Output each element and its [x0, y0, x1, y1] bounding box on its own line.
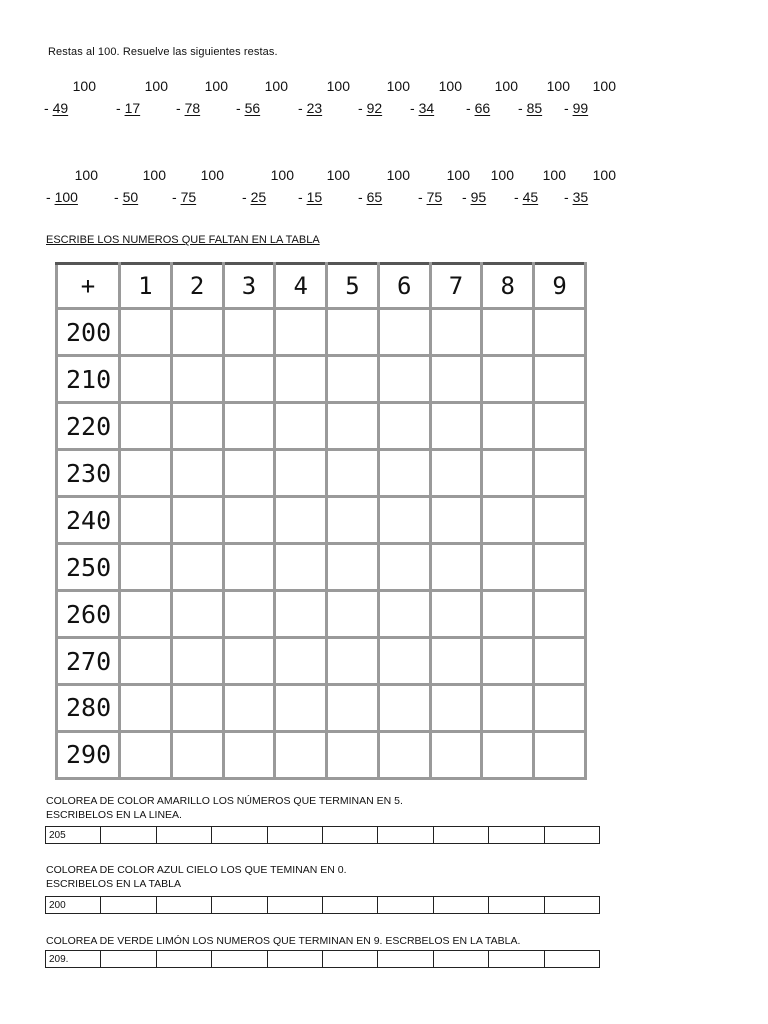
- task2-answer-row[interactable]: [45, 896, 600, 914]
- minuend: 100: [386, 167, 410, 183]
- subtrahend: 65: [366, 189, 383, 205]
- minus-sign: -: [466, 100, 471, 116]
- minus-sign: -: [114, 189, 119, 205]
- subtrahend: 45: [522, 189, 539, 205]
- minus-sign: -: [172, 189, 177, 205]
- minus-sign: -: [358, 100, 363, 116]
- grid-row-header: 250: [57, 544, 120, 591]
- grid-answer-cell[interactable]: [327, 497, 379, 544]
- grid-answer-cell[interactable]: [430, 591, 482, 638]
- grid-row: [57, 497, 586, 544]
- subtrahend-line[interactable]: [298, 100, 322, 116]
- task3-line1: COLOREA DE VERDE LIMÓN LOS NUMEROS QUE TERMINAN EN 9. ESCRBELOS EN LA TABLA.: [46, 935, 521, 947]
- minuend: 100: [546, 78, 570, 94]
- minuend: 100: [490, 167, 514, 183]
- grid-answer-cell[interactable]: [223, 403, 275, 450]
- subtraction-problem: [298, 167, 358, 211]
- subtrahend-line[interactable]: [114, 189, 138, 205]
- minuend: 100: [592, 167, 616, 183]
- subtrahend: 35: [572, 189, 589, 205]
- grid-answer-cell[interactable]: [171, 638, 223, 685]
- grid-answer-cell[interactable]: [430, 731, 482, 778]
- subtrahend: 100: [54, 189, 78, 205]
- subtraction-problem: [564, 167, 624, 211]
- table-heading: ESCRIBE LOS NUMEROS QUE FALTAN EN LA TABLA: [46, 234, 320, 246]
- grid-answer-cell[interactable]: [171, 356, 223, 403]
- grid-answer-cell[interactable]: [275, 356, 327, 403]
- minuend: 100: [144, 78, 168, 94]
- grid-answer-cell[interactable]: [223, 450, 275, 497]
- answer-cell[interactable]: [433, 827, 488, 844]
- grid-row-header: 290: [57, 731, 120, 778]
- grid-answer-cell[interactable]: [120, 731, 172, 778]
- subtrahend-line[interactable]: [514, 189, 538, 205]
- subtrahend: 75: [426, 189, 443, 205]
- grid-answer-cell[interactable]: [378, 731, 430, 778]
- grid-answer-cell[interactable]: [482, 591, 534, 638]
- minuend: 100: [326, 78, 350, 94]
- answer-cell[interactable]: [267, 827, 322, 844]
- grid-answer-cell[interactable]: [327, 684, 379, 731]
- grid-column-header: 8: [482, 264, 534, 309]
- answer-cell[interactable]: [212, 951, 267, 968]
- grid-answer-cell[interactable]: [275, 684, 327, 731]
- grid-answer-cell[interactable]: [482, 450, 534, 497]
- grid-answer-cell[interactable]: [275, 497, 327, 544]
- grid-answer-cell[interactable]: [482, 403, 534, 450]
- grid-row-header: 210: [57, 356, 120, 403]
- grid-row-header: 260: [57, 591, 120, 638]
- subtrahend: 25: [250, 189, 267, 205]
- grid-answer-cell[interactable]: [534, 731, 586, 778]
- subtrahend: 78: [184, 100, 201, 116]
- grid-header-row: [57, 264, 586, 309]
- answer-cell[interactable]: [378, 951, 433, 968]
- subtrahend-line[interactable]: [518, 100, 542, 116]
- grid-answer-cell[interactable]: [120, 356, 172, 403]
- grid-answer-cell[interactable]: [534, 356, 586, 403]
- answer-cell[interactable]: [433, 897, 488, 914]
- grid-answer-cell[interactable]: [534, 591, 586, 638]
- grid-answer-cell[interactable]: [120, 544, 172, 591]
- grid-column-header: 4: [275, 264, 327, 309]
- grid-row: [57, 684, 586, 731]
- subtraction-problem: [462, 167, 522, 211]
- minus-sign: -: [236, 100, 241, 116]
- minuend: 100: [592, 78, 616, 94]
- minuend: 100: [438, 78, 462, 94]
- subtraction-problem: [298, 78, 358, 122]
- minuend: 100: [74, 167, 98, 183]
- grid-answer-cell[interactable]: [120, 497, 172, 544]
- subtraction-problem: [44, 78, 104, 122]
- minus-sign: -: [176, 100, 181, 116]
- task2-line2: ESCRIBELOS EN LA TABLA: [46, 878, 182, 890]
- answer-cell[interactable]: [212, 827, 267, 844]
- grid-answer-cell[interactable]: [378, 497, 430, 544]
- subtrahend: 50: [122, 189, 139, 205]
- grid-answer-cell[interactable]: [327, 309, 379, 356]
- grid-answer-cell[interactable]: [120, 591, 172, 638]
- grid-answer-cell[interactable]: [430, 309, 482, 356]
- task1-line2: ESCRIBELOS EN LA LINEA.: [46, 809, 182, 821]
- grid-answer-cell[interactable]: [171, 497, 223, 544]
- subtrahend: 34: [418, 100, 435, 116]
- grid-answer-cell[interactable]: [223, 591, 275, 638]
- answer-cell[interactable]: [156, 897, 211, 914]
- task2-instructions: [46, 863, 347, 891]
- grid-row-header: 280: [57, 684, 120, 731]
- subtraction-problem: [410, 78, 470, 122]
- subtrahend: 75: [180, 189, 197, 205]
- grid-row: [57, 591, 586, 638]
- grid-answer-cell[interactable]: [430, 544, 482, 591]
- grid-column-header: 7: [430, 264, 482, 309]
- subtrahend-line[interactable]: [172, 189, 196, 205]
- subtrahend: 56: [244, 100, 261, 116]
- grid-answer-cell[interactable]: [327, 450, 379, 497]
- grid-answer-cell[interactable]: [120, 403, 172, 450]
- grid-answer-cell[interactable]: [171, 403, 223, 450]
- grid-answer-cell[interactable]: [275, 731, 327, 778]
- minuend: 100: [446, 167, 470, 183]
- grid-answer-cell[interactable]: [534, 638, 586, 685]
- grid-answer-cell[interactable]: [223, 544, 275, 591]
- subtrahend-line[interactable]: [466, 100, 490, 116]
- grid-answer-cell[interactable]: [327, 544, 379, 591]
- grid-row-header: 270: [57, 638, 120, 685]
- answer-cell[interactable]: [322, 897, 377, 914]
- grid-answer-cell[interactable]: [275, 450, 327, 497]
- grid-answer-cell[interactable]: [223, 638, 275, 685]
- answer-cell[interactable]: [378, 827, 433, 844]
- task1-answer-row[interactable]: [45, 826, 600, 844]
- worksheet-title: Restas al 100. Resuelve las siguientes restas.: [48, 46, 278, 58]
- subtrahend-line[interactable]: [298, 189, 322, 205]
- grid-column-header: 9: [534, 264, 586, 309]
- subtrahend-line[interactable]: [242, 189, 266, 205]
- grid-answer-cell[interactable]: [223, 684, 275, 731]
- grid-answer-cell[interactable]: [171, 544, 223, 591]
- minus-sign: -: [298, 189, 303, 205]
- minuend: 100: [200, 167, 224, 183]
- subtrahend-line[interactable]: [236, 100, 260, 116]
- minuend: 100: [264, 78, 288, 94]
- minuend: 100: [542, 167, 566, 183]
- grid-answer-cell[interactable]: [482, 544, 534, 591]
- grid-answer-cell[interactable]: [534, 497, 586, 544]
- grid-answer-cell[interactable]: [482, 731, 534, 778]
- task3-answer-row[interactable]: [45, 950, 600, 968]
- answer-cell[interactable]: [322, 951, 377, 968]
- subtrahend-line[interactable]: [410, 100, 434, 116]
- minuend: 100: [494, 78, 518, 94]
- answer-cell[interactable]: [433, 951, 488, 968]
- minus-sign: -: [298, 100, 303, 116]
- minuend: 100: [204, 78, 228, 94]
- grid-answer-cell[interactable]: [171, 591, 223, 638]
- task1-instructions: [46, 794, 403, 822]
- grid-row-header: 230: [57, 450, 120, 497]
- answer-cell[interactable]: [544, 951, 599, 968]
- subtraction-problem: [242, 167, 302, 211]
- grid-answer-cell[interactable]: [275, 309, 327, 356]
- task3-instructions: [46, 934, 520, 948]
- minus-sign: -: [518, 100, 523, 116]
- task1-answer-cell-first[interactable]: 205: [46, 827, 101, 844]
- grid-answer-cell[interactable]: [120, 684, 172, 731]
- subtraction-problem: [176, 78, 236, 122]
- grid-answer-cell[interactable]: [430, 638, 482, 685]
- grid-row-header: 240: [57, 497, 120, 544]
- grid-answer-cell[interactable]: [482, 638, 534, 685]
- grid-answer-cell[interactable]: [171, 684, 223, 731]
- grid-answer-cell[interactable]: [327, 591, 379, 638]
- grid-answer-cell[interactable]: [275, 638, 327, 685]
- grid-answer-cell[interactable]: [327, 731, 379, 778]
- grid-answer-cell[interactable]: [378, 356, 430, 403]
- grid-answer-cell[interactable]: [378, 684, 430, 731]
- answer-cell[interactable]: [101, 897, 156, 914]
- grid-answer-cell[interactable]: [534, 544, 586, 591]
- grid-answer-cell[interactable]: [430, 684, 482, 731]
- minus-sign: -: [44, 100, 49, 116]
- grid-answer-cell[interactable]: [378, 544, 430, 591]
- answer-cell[interactable]: [544, 827, 599, 844]
- grid-answer-cell[interactable]: [378, 309, 430, 356]
- grid-column-header: 5: [327, 264, 379, 309]
- subtraction-problem: [466, 78, 526, 122]
- subtrahend-line[interactable]: [116, 100, 140, 116]
- grid-corner-plus: +: [57, 264, 120, 309]
- subtrahend-line[interactable]: [176, 100, 200, 116]
- answer-cell[interactable]: [212, 897, 267, 914]
- task1-line1: COLOREA DE COLOR AMARILLO LOS NÚMEROS QUE TERMINAN EN 5.: [46, 795, 403, 807]
- subtrahend-line[interactable]: [358, 189, 382, 205]
- subtraction-problem: [358, 167, 418, 211]
- answer-cell[interactable]: [544, 897, 599, 914]
- subtraction-problem: [116, 78, 176, 122]
- grid-answer-cell[interactable]: [275, 591, 327, 638]
- subtrahend-line[interactable]: [564, 189, 588, 205]
- minus-sign: -: [564, 100, 569, 116]
- answer-cell[interactable]: [267, 951, 322, 968]
- grid-answer-cell[interactable]: [327, 403, 379, 450]
- answer-cell[interactable]: [378, 897, 433, 914]
- subtrahend: 95: [470, 189, 487, 205]
- grid-answer-cell[interactable]: [378, 591, 430, 638]
- minus-sign: -: [242, 189, 247, 205]
- subtrahend-line[interactable]: [46, 189, 78, 205]
- grid-row: [57, 638, 586, 685]
- subtraction-problem: [46, 167, 106, 211]
- grid-answer-cell[interactable]: [327, 356, 379, 403]
- grid-answer-cell[interactable]: [171, 450, 223, 497]
- answer-cell[interactable]: [101, 827, 156, 844]
- answer-cell[interactable]: [322, 827, 377, 844]
- grid-answer-cell[interactable]: [430, 356, 482, 403]
- grid-row: [57, 450, 586, 497]
- subtrahend: 99: [572, 100, 589, 116]
- subtraction-problem: [114, 167, 174, 211]
- grid-answer-cell[interactable]: [120, 309, 172, 356]
- minus-sign: -: [410, 100, 415, 116]
- grid-row-header: 220: [57, 403, 120, 450]
- subtrahend-line[interactable]: [44, 100, 68, 116]
- subtraction-problem: [236, 78, 296, 122]
- grid-column-header: 2: [171, 264, 223, 309]
- grid-answer-cell[interactable]: [534, 684, 586, 731]
- grid-answer-cell[interactable]: [223, 497, 275, 544]
- grid-row: [57, 356, 586, 403]
- grid-answer-cell[interactable]: [171, 731, 223, 778]
- grid-answer-cell[interactable]: [482, 309, 534, 356]
- minus-sign: -: [358, 189, 363, 205]
- grid-answer-cell[interactable]: [223, 309, 275, 356]
- subtrahend: 92: [366, 100, 383, 116]
- grid-answer-cell[interactable]: [482, 684, 534, 731]
- grid-answer-cell[interactable]: [171, 309, 223, 356]
- task2-line1: COLOREA DE COLOR AZUL CIELO LOS QUE TEMINAN EN 0.: [46, 864, 347, 876]
- grid-answer-cell[interactable]: [120, 638, 172, 685]
- subtrahend-line[interactable]: [418, 189, 442, 205]
- grid-answer-cell[interactable]: [223, 731, 275, 778]
- grid-column-header: 3: [223, 264, 275, 309]
- grid-column-header: 6: [378, 264, 430, 309]
- answer-cell[interactable]: [489, 897, 544, 914]
- subtrahend: 17: [124, 100, 141, 116]
- minuend: 100: [72, 78, 96, 94]
- grid-row-header: 200: [57, 309, 120, 356]
- task3-answer-cell-first[interactable]: 209.: [46, 951, 101, 968]
- minus-sign: -: [564, 189, 569, 205]
- grid-answer-cell[interactable]: [378, 638, 430, 685]
- minus-sign: -: [418, 189, 423, 205]
- grid-answer-cell[interactable]: [223, 356, 275, 403]
- grid-row: [57, 309, 586, 356]
- grid-answer-cell[interactable]: [534, 403, 586, 450]
- minuend: 100: [142, 167, 166, 183]
- grid-answer-cell[interactable]: [430, 403, 482, 450]
- subtraction-problem: [358, 78, 418, 122]
- minuend: 100: [386, 78, 410, 94]
- grid-answer-cell[interactable]: [275, 403, 327, 450]
- grid-answer-cell[interactable]: [378, 450, 430, 497]
- grid-answer-cell[interactable]: [482, 356, 534, 403]
- grid-row: [57, 403, 586, 450]
- minus-sign: -: [514, 189, 519, 205]
- addition-table: [55, 262, 587, 780]
- grid-row: [57, 731, 586, 778]
- minuend: 100: [270, 167, 294, 183]
- grid-answer-cell[interactable]: [430, 497, 482, 544]
- grid-answer-cell[interactable]: [275, 544, 327, 591]
- grid-answer-cell[interactable]: [327, 638, 379, 685]
- answer-cell[interactable]: [489, 951, 544, 968]
- subtrahend-line[interactable]: [462, 189, 486, 205]
- grid-answer-cell[interactable]: [482, 497, 534, 544]
- subtrahend: 15: [306, 189, 323, 205]
- subtrahend: 66: [474, 100, 491, 116]
- answer-cell[interactable]: [156, 827, 211, 844]
- grid-answer-cell[interactable]: [378, 403, 430, 450]
- grid-column-header: 1: [120, 264, 172, 309]
- grid-answer-cell[interactable]: [534, 450, 586, 497]
- answer-cell[interactable]: [267, 897, 322, 914]
- subtrahend: 23: [306, 100, 323, 116]
- answer-cell[interactable]: [101, 951, 156, 968]
- minus-sign: -: [462, 189, 467, 205]
- minus-sign: -: [116, 100, 121, 116]
- grid-answer-cell[interactable]: [430, 450, 482, 497]
- subtrahend: 85: [526, 100, 543, 116]
- grid-row: [57, 544, 586, 591]
- minus-sign: -: [46, 189, 51, 205]
- subtraction-problem: [564, 78, 624, 122]
- answer-cell[interactable]: [489, 827, 544, 844]
- grid-answer-cell[interactable]: [534, 309, 586, 356]
- task2-answer-cell-first[interactable]: 200: [46, 897, 101, 914]
- grid-answer-cell[interactable]: [120, 450, 172, 497]
- minuend: 100: [326, 167, 350, 183]
- subtrahend-line[interactable]: [564, 100, 588, 116]
- answer-cell[interactable]: [156, 951, 211, 968]
- subtrahend: 49: [52, 100, 69, 116]
- subtrahend-line[interactable]: [358, 100, 382, 116]
- subtraction-problem: [172, 167, 232, 211]
